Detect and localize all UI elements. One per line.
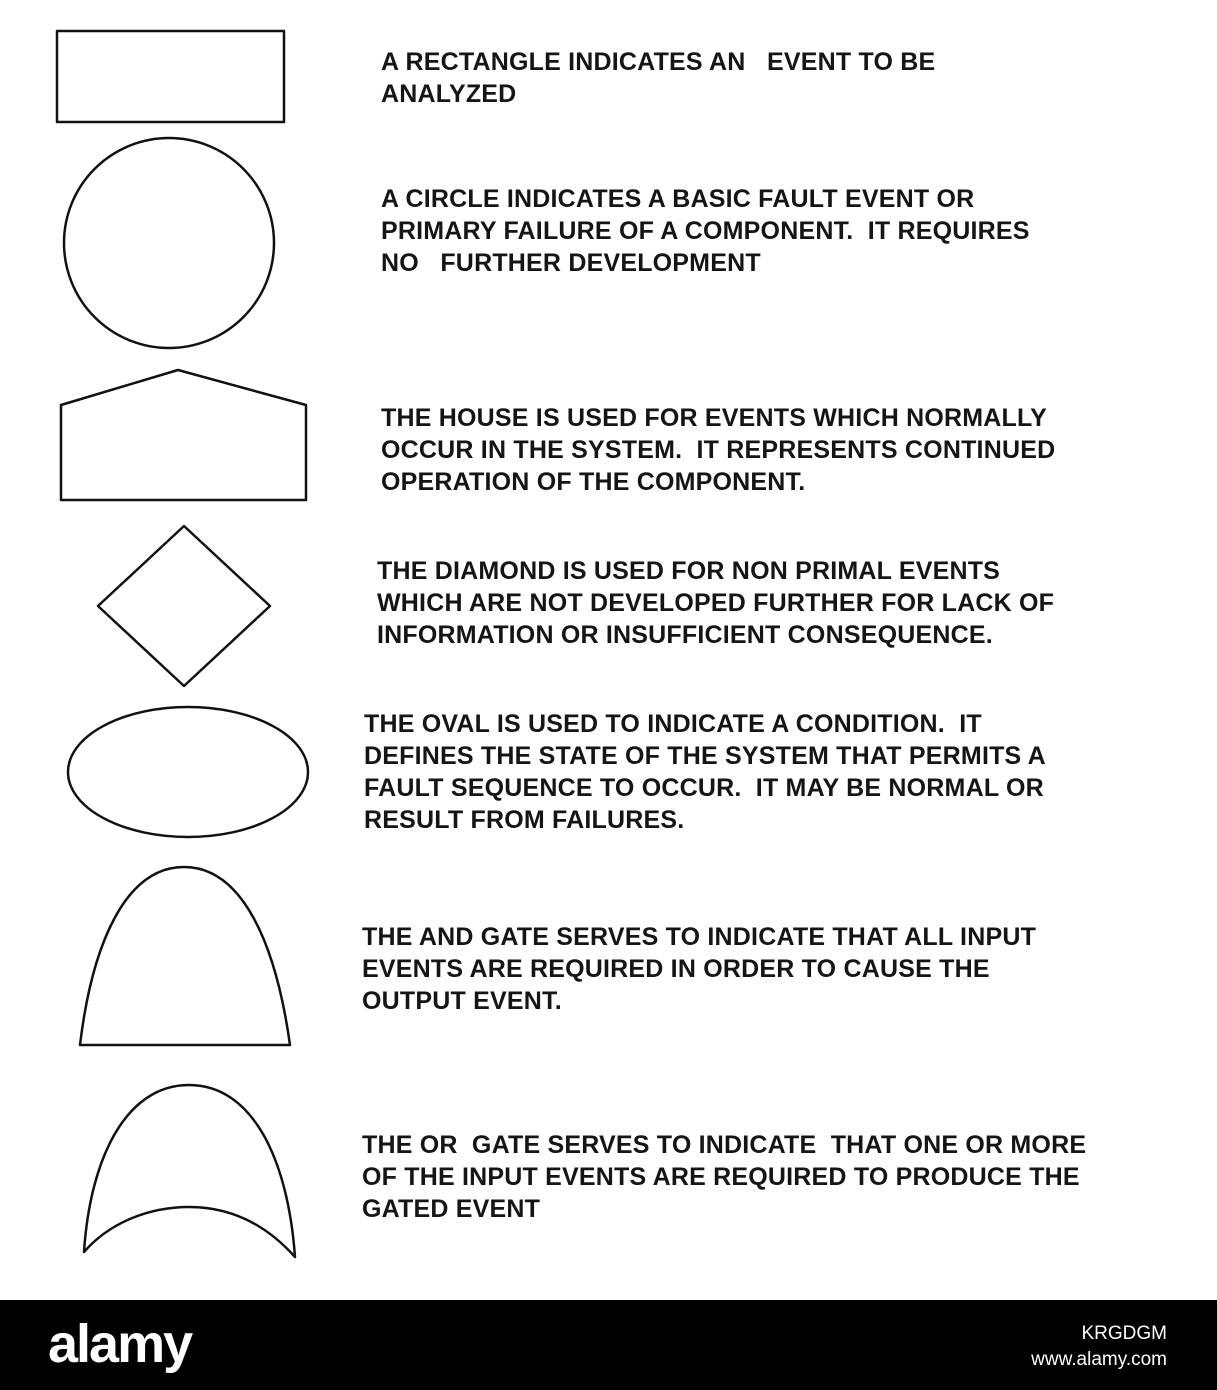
brand-logo: alamy: [48, 1314, 192, 1374]
oval-symbol: [68, 707, 308, 837]
circle-description: A CIRCLE INDICATES A BASIC FAULT EVENT OR PRIMARY FAILURE OF A COMPONENT. IT REQUIRES NO FURTHER DEVELOPMENT: [381, 185, 1030, 277]
house-symbol: [61, 370, 306, 500]
watermark-footer: [0, 1300, 1217, 1390]
diamond-symbol: [98, 526, 270, 686]
diamond-description: THE DIAMOND IS USED FOR NON PRIMAL EVENTS WHICH ARE NOT DEVELOPED FURTHER FOR LACK OF INFORMATION OR INSUFFICIENT CONSEQUENCE.: [377, 557, 1055, 649]
house-description: THE HOUSE IS USED FOR EVENTS WHICH NORMALLY OCCUR IN THE SYSTEM. IT REPRESENTS CONTINUED OPERATION OF THE COMPONENT.: [381, 404, 1056, 496]
image-id: KRGDGM: [1081, 1323, 1167, 1344]
or-gate-description: THE OR GATE SERVES TO INDICATE THAT ONE OR MORE OF THE INPUT EVENTS ARE REQUIRED TO PRODUCE THE GATED EVENT: [362, 1131, 1087, 1223]
oval-description: THE OVAL IS USED TO INDICATE A CONDITION. IT DEFINES THE STATE OF THE SYSTEM THAT PERMITS A FAULT SEQUENCE TO OCCUR. IT MAY BE NORMAL OR RESULT FROM FAILURES.: [364, 710, 1046, 834]
or-gate-symbol: [84, 1085, 295, 1257]
rectangle-description: A RECTANGLE INDICATES AN EVENT TO BE ANALYZED: [381, 48, 936, 108]
circle-symbol: [64, 138, 274, 348]
and-gate-symbol: [80, 867, 290, 1045]
rectangle-symbol: [57, 31, 284, 122]
site-url: www.alamy.com: [1031, 1349, 1167, 1370]
and-gate-description: THE AND GATE SERVES TO INDICATE THAT ALL INPUT EVENTS ARE REQUIRED IN ORDER TO CAUSE THE OUTPUT EVENT.: [362, 923, 1037, 1015]
